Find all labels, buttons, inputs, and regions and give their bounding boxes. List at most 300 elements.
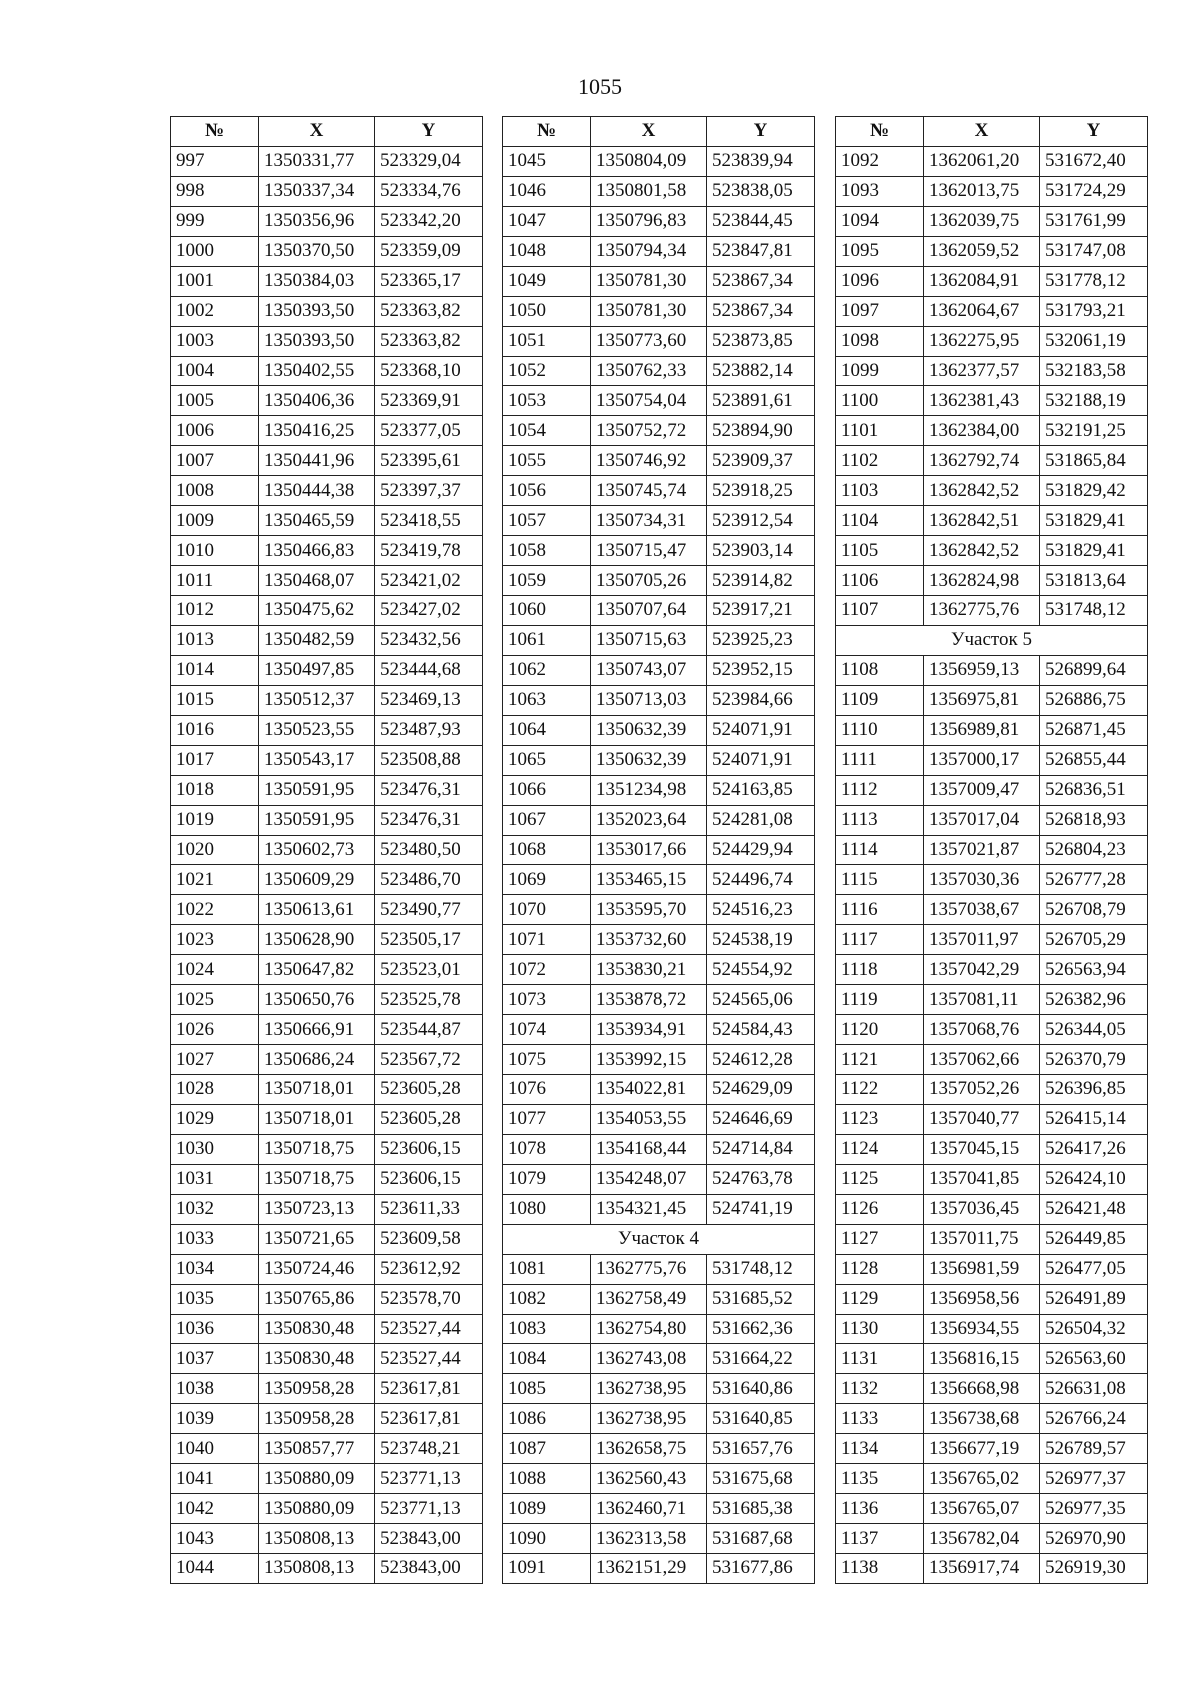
- x-coordinate: 1350356,96: [259, 206, 375, 236]
- y-coordinate: 523925,23: [707, 625, 815, 655]
- x-coordinate: 1350331,77: [259, 146, 375, 176]
- y-coordinate: 532188,19: [1040, 386, 1148, 416]
- x-coordinate: 1362775,76: [924, 596, 1040, 626]
- y-coordinate: 524538,19: [707, 925, 815, 955]
- y-coordinate: 526504,32: [1040, 1314, 1148, 1344]
- table-row: [503, 1524, 815, 1554]
- x-coordinate: 1350406,36: [259, 386, 375, 416]
- table-row: [503, 146, 815, 176]
- header-number: №: [171, 117, 259, 147]
- point-number: 1090: [503, 1524, 591, 1554]
- x-coordinate: 1362658,75: [591, 1434, 707, 1464]
- point-number: 1045: [503, 146, 591, 176]
- point-number: 1137: [836, 1524, 924, 1554]
- point-number: 1020: [171, 835, 259, 865]
- table-row: [171, 506, 483, 536]
- table-row: [836, 835, 1148, 865]
- x-coordinate: 1350958,28: [259, 1404, 375, 1434]
- point-number: 1040: [171, 1434, 259, 1464]
- x-coordinate: 1350466,83: [259, 536, 375, 566]
- x-coordinate: 1350723,13: [259, 1194, 375, 1224]
- x-coordinate: 1356668,98: [924, 1374, 1040, 1404]
- point-number: 1107: [836, 596, 924, 626]
- x-coordinate: 1350686,24: [259, 1045, 375, 1075]
- y-coordinate: 523605,28: [375, 1104, 483, 1134]
- point-number: 1080: [503, 1194, 591, 1224]
- y-coordinate: 526344,05: [1040, 1015, 1148, 1045]
- y-coordinate: 523329,04: [375, 146, 483, 176]
- table-row: [836, 715, 1148, 745]
- y-coordinate: 526631,08: [1040, 1374, 1148, 1404]
- coordinates-table-1: [170, 116, 483, 1584]
- x-coordinate: 1362738,95: [591, 1374, 707, 1404]
- table-row: [836, 1134, 1148, 1164]
- table-row: [503, 925, 815, 955]
- point-number: 1028: [171, 1075, 259, 1105]
- y-coordinate: 523421,02: [375, 566, 483, 596]
- point-number: 1033: [171, 1224, 259, 1254]
- y-coordinate: 531748,12: [1040, 596, 1148, 626]
- y-coordinate: 531687,68: [707, 1524, 815, 1554]
- y-coordinate: 531829,41: [1040, 506, 1148, 536]
- y-coordinate: 523612,92: [375, 1254, 483, 1284]
- y-coordinate: 523469,13: [375, 685, 483, 715]
- point-number: 1105: [836, 536, 924, 566]
- x-coordinate: 1357038,67: [924, 895, 1040, 925]
- x-coordinate: 1362842,52: [924, 476, 1040, 506]
- y-coordinate: 523377,05: [375, 416, 483, 446]
- point-number: 1128: [836, 1254, 924, 1284]
- point-number: 1061: [503, 625, 591, 655]
- x-coordinate: 1362758,49: [591, 1284, 707, 1314]
- point-number: 1039: [171, 1404, 259, 1434]
- x-coordinate: 1357045,15: [924, 1134, 1040, 1164]
- y-coordinate: 526421,48: [1040, 1194, 1148, 1224]
- point-number: 1129: [836, 1284, 924, 1314]
- y-coordinate: 524741,19: [707, 1194, 815, 1224]
- header-y: Y: [707, 117, 815, 147]
- y-coordinate: 523365,17: [375, 266, 483, 296]
- table-row: [503, 1254, 815, 1284]
- y-coordinate: 523578,70: [375, 1284, 483, 1314]
- y-coordinate: 524554,92: [707, 955, 815, 985]
- x-coordinate: 1350591,95: [259, 775, 375, 805]
- point-number: 1097: [836, 296, 924, 326]
- table-row: [171, 1554, 483, 1584]
- x-coordinate: 1350370,50: [259, 236, 375, 266]
- y-coordinate: 526563,60: [1040, 1344, 1148, 1374]
- y-coordinate: 531829,41: [1040, 536, 1148, 566]
- x-coordinate: 1350613,61: [259, 895, 375, 925]
- x-coordinate: 1350523,55: [259, 715, 375, 745]
- y-coordinate: 523917,21: [707, 596, 815, 626]
- x-coordinate: 1362013,75: [924, 176, 1040, 206]
- table-row: [836, 476, 1148, 506]
- y-coordinate: 526415,14: [1040, 1104, 1148, 1134]
- table-row: [836, 805, 1148, 835]
- table-row: [171, 985, 483, 1015]
- y-coordinate: 523873,85: [707, 326, 815, 356]
- table-row: [503, 985, 815, 1015]
- point-number: 1081: [503, 1254, 591, 1284]
- table-row: [836, 1314, 1148, 1344]
- x-coordinate: 1350393,50: [259, 326, 375, 356]
- table-row: [171, 1164, 483, 1194]
- header-y: Y: [1040, 117, 1148, 147]
- table-header-row: [171, 117, 483, 147]
- table-row: [503, 416, 815, 446]
- table-row: [503, 1404, 815, 1434]
- x-coordinate: 1350416,25: [259, 416, 375, 446]
- x-coordinate: 1350718,01: [259, 1104, 375, 1134]
- y-coordinate: 523363,82: [375, 326, 483, 356]
- point-number: 1053: [503, 386, 591, 416]
- table-row: [836, 536, 1148, 566]
- y-coordinate: 531677,86: [707, 1554, 815, 1584]
- x-coordinate: 1362824,98: [924, 566, 1040, 596]
- table-row: [503, 386, 815, 416]
- y-coordinate: 523444,68: [375, 655, 483, 685]
- x-coordinate: 1350762,33: [591, 356, 707, 386]
- y-coordinate: 523363,82: [375, 296, 483, 326]
- y-coordinate: 523418,55: [375, 506, 483, 536]
- point-number: 1016: [171, 715, 259, 745]
- table-row: [503, 1344, 815, 1374]
- table-row: [836, 236, 1148, 266]
- x-coordinate: 1356989,81: [924, 715, 1040, 745]
- x-coordinate: 1350441,96: [259, 446, 375, 476]
- y-coordinate: 523525,78: [375, 985, 483, 1015]
- x-coordinate: 1350752,72: [591, 416, 707, 446]
- table-row: [836, 176, 1148, 206]
- table-row: [171, 625, 483, 655]
- y-coordinate: 523508,88: [375, 745, 483, 775]
- header-number: №: [503, 117, 591, 147]
- point-number: 1113: [836, 805, 924, 835]
- table-row: [503, 566, 815, 596]
- y-coordinate: 531664,22: [707, 1344, 815, 1374]
- x-coordinate: 1362842,51: [924, 506, 1040, 536]
- y-coordinate: 526417,26: [1040, 1134, 1148, 1164]
- table-row: [171, 1224, 483, 1254]
- table-row: [836, 1045, 1148, 1075]
- y-coordinate: 523847,81: [707, 236, 815, 266]
- point-number: 1086: [503, 1404, 591, 1434]
- point-number: 1124: [836, 1134, 924, 1164]
- point-number: 1036: [171, 1314, 259, 1344]
- point-number: 998: [171, 176, 259, 206]
- x-coordinate: 1356975,81: [924, 685, 1040, 715]
- y-coordinate: 523903,14: [707, 536, 815, 566]
- point-number: 1049: [503, 266, 591, 296]
- table-row: [503, 536, 815, 566]
- point-number: 1073: [503, 985, 591, 1015]
- point-number: 1120: [836, 1015, 924, 1045]
- x-coordinate: 1350718,01: [259, 1075, 375, 1105]
- x-coordinate: 1356958,56: [924, 1284, 1040, 1314]
- x-coordinate: 1350830,48: [259, 1344, 375, 1374]
- y-coordinate: 523397,37: [375, 476, 483, 506]
- x-coordinate: 1350830,48: [259, 1314, 375, 1344]
- table-row: [836, 1254, 1148, 1284]
- y-coordinate: 523748,21: [375, 1434, 483, 1464]
- y-coordinate: 531657,76: [707, 1434, 815, 1464]
- table-row: [836, 416, 1148, 446]
- y-coordinate: 526396,85: [1040, 1075, 1148, 1105]
- y-coordinate: 523432,56: [375, 625, 483, 655]
- x-coordinate: 1357017,04: [924, 805, 1040, 835]
- point-number: 1104: [836, 506, 924, 536]
- point-number: 1098: [836, 326, 924, 356]
- table-row: [171, 236, 483, 266]
- y-coordinate: 531829,42: [1040, 476, 1148, 506]
- point-number: 1126: [836, 1194, 924, 1224]
- table-row: [503, 476, 815, 506]
- x-coordinate: 1362775,76: [591, 1254, 707, 1284]
- point-number: 1019: [171, 805, 259, 835]
- point-number: 1015: [171, 685, 259, 715]
- x-coordinate: 1357036,45: [924, 1194, 1040, 1224]
- y-coordinate: 524516,23: [707, 895, 815, 925]
- y-coordinate: 524646,69: [707, 1104, 815, 1134]
- point-number: 1093: [836, 176, 924, 206]
- y-coordinate: 523419,78: [375, 536, 483, 566]
- table-row: [836, 745, 1148, 775]
- table-row: [503, 685, 815, 715]
- y-coordinate: 524763,78: [707, 1164, 815, 1194]
- point-number: 1078: [503, 1134, 591, 1164]
- table-row: [171, 955, 483, 985]
- y-coordinate: 523605,28: [375, 1075, 483, 1105]
- section-title: Участок 5: [836, 625, 1148, 655]
- y-coordinate: 531662,36: [707, 1314, 815, 1344]
- table-row: [503, 895, 815, 925]
- table-row: [171, 925, 483, 955]
- y-coordinate: 524071,91: [707, 745, 815, 775]
- x-coordinate: 1350721,65: [259, 1224, 375, 1254]
- y-coordinate: 523480,50: [375, 835, 483, 865]
- table-row: [836, 1524, 1148, 1554]
- point-number: 1127: [836, 1224, 924, 1254]
- x-coordinate: 1350765,86: [259, 1284, 375, 1314]
- y-coordinate: 523505,17: [375, 925, 483, 955]
- x-coordinate: 1350497,85: [259, 655, 375, 685]
- y-coordinate: 526477,05: [1040, 1254, 1148, 1284]
- x-coordinate: 1357052,26: [924, 1075, 1040, 1105]
- table-row: [503, 835, 815, 865]
- point-number: 1041: [171, 1464, 259, 1494]
- header-x: X: [259, 117, 375, 147]
- table-row: [503, 1045, 815, 1075]
- table-row: [503, 1434, 815, 1464]
- y-coordinate: 523476,31: [375, 775, 483, 805]
- x-coordinate: 1356765,07: [924, 1494, 1040, 1524]
- x-coordinate: 1350602,73: [259, 835, 375, 865]
- header-number: №: [836, 117, 924, 147]
- section-row: [503, 1224, 815, 1254]
- table-row: [836, 596, 1148, 626]
- point-number: 1079: [503, 1164, 591, 1194]
- y-coordinate: 531865,84: [1040, 446, 1148, 476]
- x-coordinate: 1353465,15: [591, 865, 707, 895]
- table-row: [836, 865, 1148, 895]
- y-coordinate: 524714,84: [707, 1134, 815, 1164]
- page-number: 1055: [578, 74, 622, 99]
- x-coordinate: 1350718,75: [259, 1164, 375, 1194]
- point-number: 1043: [171, 1524, 259, 1554]
- point-number: 1023: [171, 925, 259, 955]
- x-coordinate: 1350801,58: [591, 176, 707, 206]
- y-coordinate: 526370,79: [1040, 1045, 1148, 1075]
- table-row: [171, 296, 483, 326]
- x-coordinate: 1362560,43: [591, 1464, 707, 1494]
- y-coordinate: 524071,91: [707, 715, 815, 745]
- x-coordinate: 1350444,38: [259, 476, 375, 506]
- point-number: 1024: [171, 955, 259, 985]
- point-number: 999: [171, 206, 259, 236]
- table-row: [171, 1284, 483, 1314]
- y-coordinate: 523609,58: [375, 1224, 483, 1254]
- point-number: 1047: [503, 206, 591, 236]
- table-row: [171, 476, 483, 506]
- point-number: 1014: [171, 655, 259, 685]
- y-coordinate: 523487,93: [375, 715, 483, 745]
- y-coordinate: 524629,09: [707, 1075, 815, 1105]
- table-row: [171, 566, 483, 596]
- table-header-row: [503, 117, 815, 147]
- point-number: 1094: [836, 206, 924, 236]
- y-coordinate: 531778,12: [1040, 266, 1148, 296]
- x-coordinate: 1362275,95: [924, 326, 1040, 356]
- x-coordinate: 1356917,74: [924, 1554, 1040, 1584]
- y-coordinate: 532191,25: [1040, 416, 1148, 446]
- point-number: 1007: [171, 446, 259, 476]
- y-coordinate: 524163,85: [707, 775, 815, 805]
- y-coordinate: 526899,64: [1040, 655, 1148, 685]
- x-coordinate: 1350632,39: [591, 745, 707, 775]
- table-row: [503, 1314, 815, 1344]
- x-coordinate: 1362084,91: [924, 266, 1040, 296]
- table-row: [836, 1194, 1148, 1224]
- y-coordinate: 523867,34: [707, 296, 815, 326]
- y-coordinate: 526705,29: [1040, 925, 1148, 955]
- y-coordinate: 523523,01: [375, 955, 483, 985]
- y-coordinate: 526855,44: [1040, 745, 1148, 775]
- coordinates-table-3: [835, 116, 1148, 1584]
- x-coordinate: 1356738,68: [924, 1404, 1040, 1434]
- table-row: [171, 416, 483, 446]
- y-coordinate: 523914,82: [707, 566, 815, 596]
- x-coordinate: 1354248,07: [591, 1164, 707, 1194]
- y-coordinate: 531761,99: [1040, 206, 1148, 236]
- x-coordinate: 1350666,91: [259, 1015, 375, 1045]
- point-number: 1102: [836, 446, 924, 476]
- point-number: 1030: [171, 1134, 259, 1164]
- point-number: 1134: [836, 1434, 924, 1464]
- point-number: 1044: [171, 1554, 259, 1584]
- point-number: 1010: [171, 536, 259, 566]
- y-coordinate: 526777,28: [1040, 865, 1148, 895]
- x-coordinate: 1353934,91: [591, 1015, 707, 1045]
- point-number: 1063: [503, 685, 591, 715]
- y-coordinate: 523909,37: [707, 446, 815, 476]
- y-coordinate: 523544,87: [375, 1015, 483, 1045]
- x-coordinate: 1353732,60: [591, 925, 707, 955]
- point-number: 1118: [836, 955, 924, 985]
- point-number: 1013: [171, 625, 259, 655]
- x-coordinate: 1357062,66: [924, 1045, 1040, 1075]
- point-number: 997: [171, 146, 259, 176]
- table-row: [171, 1404, 483, 1434]
- point-number: 1026: [171, 1015, 259, 1045]
- point-number: 1075: [503, 1045, 591, 1075]
- y-coordinate: 526977,37: [1040, 1464, 1148, 1494]
- point-number: 1091: [503, 1554, 591, 1584]
- coordinates-table-2: [502, 116, 815, 1584]
- y-coordinate: 526871,45: [1040, 715, 1148, 745]
- x-coordinate: 1357081,11: [924, 985, 1040, 1015]
- table-row: [171, 176, 483, 206]
- table-row: [171, 536, 483, 566]
- table-row: [171, 805, 483, 835]
- table-row: [836, 955, 1148, 985]
- y-coordinate: 523369,91: [375, 386, 483, 416]
- point-number: 1072: [503, 955, 591, 985]
- y-coordinate: 523843,00: [375, 1524, 483, 1554]
- table-row: [836, 1075, 1148, 1105]
- table-row: [836, 1284, 1148, 1314]
- x-coordinate: 1350734,31: [591, 506, 707, 536]
- y-coordinate: 523490,77: [375, 895, 483, 925]
- point-number: 1123: [836, 1104, 924, 1134]
- table-row: [171, 715, 483, 745]
- table-row: [503, 955, 815, 985]
- y-coordinate: 532061,19: [1040, 326, 1148, 356]
- table-row: [503, 1464, 815, 1494]
- point-number: 1005: [171, 386, 259, 416]
- point-number: 1009: [171, 506, 259, 536]
- table-row: [503, 715, 815, 745]
- point-number: 1057: [503, 506, 591, 536]
- y-coordinate: 523882,14: [707, 356, 815, 386]
- section-title: Участок 4: [503, 1224, 815, 1254]
- section-row: [836, 625, 1148, 655]
- y-coordinate: 526836,51: [1040, 775, 1148, 805]
- y-coordinate: 523486,70: [375, 865, 483, 895]
- table-row: [836, 146, 1148, 176]
- x-coordinate: 1352023,64: [591, 805, 707, 835]
- point-number: 1069: [503, 865, 591, 895]
- table-row: [836, 1494, 1148, 1524]
- x-coordinate: 1357000,17: [924, 745, 1040, 775]
- x-coordinate: 1357011,75: [924, 1224, 1040, 1254]
- point-number: 1077: [503, 1104, 591, 1134]
- x-coordinate: 1350647,82: [259, 955, 375, 985]
- table-row: [171, 835, 483, 865]
- x-coordinate: 1357030,36: [924, 865, 1040, 895]
- x-coordinate: 1350705,26: [591, 566, 707, 596]
- y-coordinate: 523918,25: [707, 476, 815, 506]
- table-row: [171, 326, 483, 356]
- y-coordinate: 523838,05: [707, 176, 815, 206]
- table-row: [503, 326, 815, 356]
- x-coordinate: 1350857,77: [259, 1434, 375, 1464]
- point-number: 1021: [171, 865, 259, 895]
- x-coordinate: 1362738,95: [591, 1404, 707, 1434]
- point-number: 1032: [171, 1194, 259, 1224]
- y-coordinate: 523342,20: [375, 206, 483, 236]
- table-row: [503, 1194, 815, 1224]
